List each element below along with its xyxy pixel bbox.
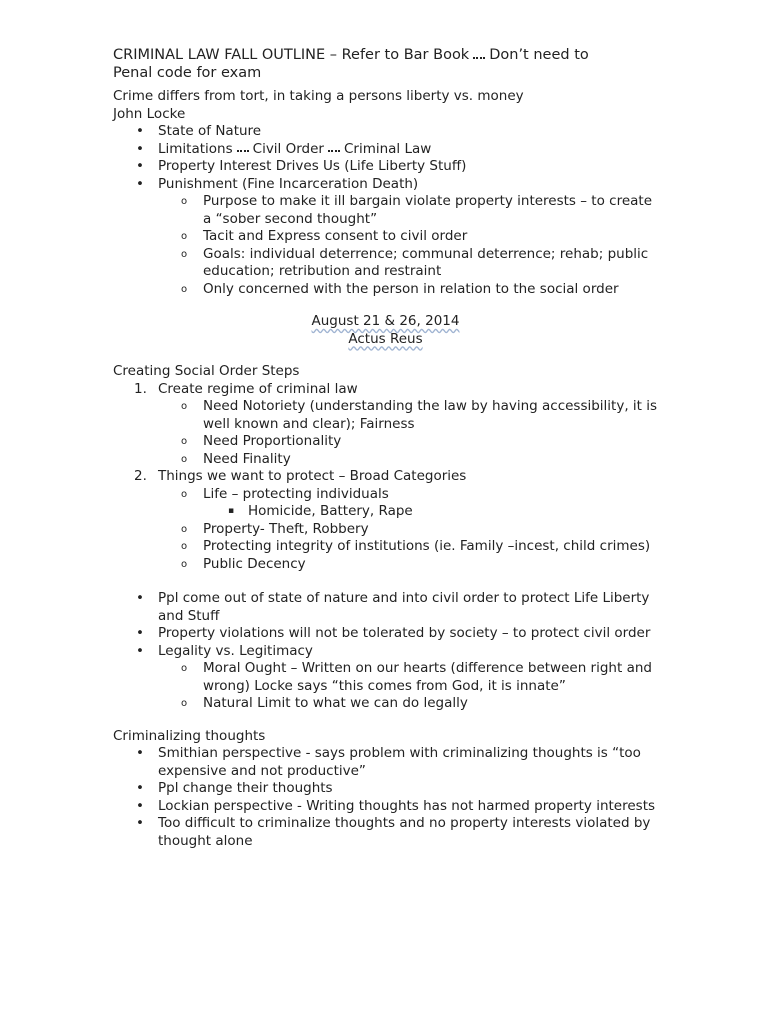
- circle-bullet-icon: o: [180, 283, 188, 295]
- bullet-icon: •: [136, 797, 144, 814]
- date-heading: August 21 & 26, 2014: [311, 313, 460, 329]
- document-title: [113, 46, 658, 82]
- bullet-icon: •: [136, 642, 144, 659]
- bullet-icon: •: [136, 780, 144, 796]
- list-item: • Punishment (Fine Incarceration Death): [136, 175, 419, 192]
- sub-list-item: o Moral Ought – Written on our hearts (difference between right and wrong) Locke says “this comes from God, it is innate”: [180, 660, 652, 694]
- circle-bullet-icon: o: [180, 248, 188, 260]
- bullet-icon: •: [136, 745, 144, 761]
- title-part-2: Don’t need to: [489, 47, 589, 63]
- civil-order-list: [113, 590, 658, 713]
- sub-list-item: o Natural Limit to what we can do legally: [180, 695, 468, 711]
- intro-line-1: Crime differs from tort, in taking a persons liberty vs. money: [113, 88, 524, 104]
- circle-bullet-icon: o: [180, 541, 188, 552]
- circle-bullet-icon: o: [180, 663, 188, 674]
- arrow-icon: [328, 141, 340, 152]
- circle-bullet-icon: o: [180, 436, 188, 447]
- arrow-icon: [237, 141, 249, 152]
- circle-bullet-icon: o: [180, 196, 188, 207]
- sub-list-item: o Protecting integrity of institutions (ie. Family –incest, child crimes): [180, 538, 651, 554]
- circle-bullet-icon: o: [180, 698, 188, 709]
- list-item: • Property violations will not be tolerated by society – to protect civil order: [136, 625, 651, 641]
- sub-list-item: o Property- Theft, Robbery: [180, 520, 369, 537]
- circle-bullet-icon: o: [180, 231, 188, 242]
- circle-bullet-icon: o: [180, 401, 188, 412]
- list-item: • Ppl come out of state of nature and into civil order to protect Life Liberty and Stuff: [136, 590, 650, 624]
- numbered-item: 1. Create regime of criminal law: [134, 380, 358, 397]
- bullet-icon: •: [136, 140, 144, 157]
- bullet-icon: •: [136, 815, 144, 831]
- bullet-icon: •: [136, 123, 144, 139]
- creating-steps-list: [113, 381, 658, 574]
- criminalizing-heading: Criminalizing thoughts: [113, 727, 266, 744]
- creating-heading: Creating Social Order Steps: [113, 363, 300, 379]
- step-number: 1.: [134, 380, 147, 397]
- list-item: • Too difficult to criminalize thoughts and no property interests violated by thought alone: [136, 815, 651, 849]
- square-bullet-icon: ▪: [227, 506, 235, 516]
- sub-list-item: o Need Notoriety (understanding the law by having accessibility, it is well known and clear); Fairness: [180, 398, 658, 432]
- sub-sub-list-item: ▪ Homicide, Battery, Rape: [227, 503, 413, 519]
- sub-list-item: o Tacit and Express consent to civil order: [180, 228, 468, 244]
- numbered-item: 2. Things we want to protect – Broad Categories: [134, 468, 467, 484]
- list-item: • Legality vs. Legitimacy: [136, 642, 313, 659]
- sub-list-item: o Goals: individual deterrence; communal deterrence; rehab; public education; retribution and restraint: [180, 245, 649, 279]
- sub-list-item: o Public Decency: [180, 555, 306, 572]
- sub-list-item: o Only concerned with the person in relation to the social order: [180, 280, 619, 297]
- step-number: 2.: [134, 468, 147, 484]
- list-item: • Lockian perspective - Writing thoughts has not harmed property interests: [136, 797, 656, 814]
- bullet-icon: •: [136, 158, 144, 174]
- title-part-3: Penal code for exam: [113, 65, 262, 81]
- document-page: [113, 46, 658, 850]
- circle-bullet-icon: o: [180, 453, 188, 465]
- bullet-icon: •: [136, 590, 144, 606]
- locke-list: [113, 123, 658, 298]
- arrow-icon: [473, 48, 485, 59]
- list-item: • Limitations Civil Order Criminal Law: [136, 140, 432, 157]
- list-item: • Ppl change their thoughts: [136, 780, 333, 796]
- bullet-icon: •: [136, 175, 144, 192]
- circle-bullet-icon: o: [180, 488, 188, 500]
- sub-list-item: o Purpose to make it ill bargain violate property interests – to create a “sober second thought”: [180, 193, 652, 227]
- sub-list-item: o Life – protecting individuals: [180, 485, 389, 502]
- sub-list-item: o Need Proportionality: [180, 433, 342, 449]
- circle-bullet-icon: o: [180, 558, 188, 570]
- intro-line-2: John Locke: [113, 105, 186, 122]
- list-item: • Property Interest Drives Us (Life Liberty Stuff): [136, 158, 467, 174]
- list-item: • Smithian perspective - says problem with criminalizing thoughts is “too expensive and not productive”: [136, 745, 641, 779]
- title-part-1: CRIMINAL LAW FALL OUTLINE – Refer to Bar Book: [113, 47, 470, 63]
- sub-list-item: o Need Finality: [180, 450, 291, 467]
- bullet-icon: •: [136, 625, 144, 641]
- list-item: • State of Nature: [136, 123, 262, 139]
- criminalizing-list: [113, 745, 658, 850]
- section-heading: Actus Reus: [348, 330, 423, 347]
- circle-bullet-icon: o: [180, 523, 188, 535]
